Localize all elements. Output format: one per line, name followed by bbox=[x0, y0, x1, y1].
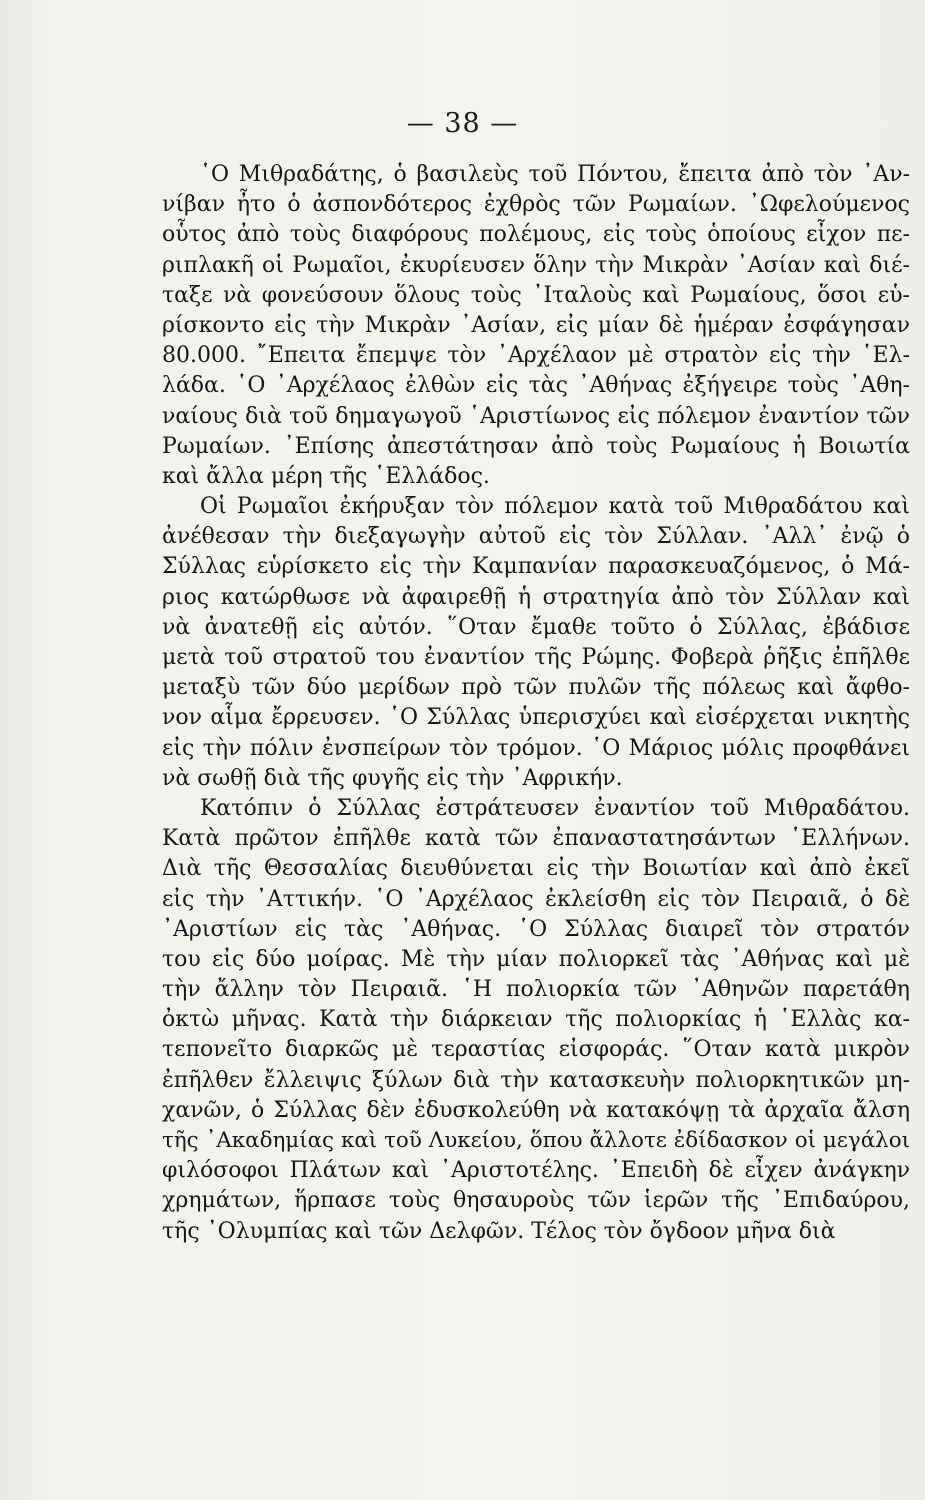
text-line: ἀνέθεσαν τὴν διεξαγωγὴν αὐτοῦ εἰς τὸν Σύλλαν. ᾿Αλλ᾿ ἐνῷ ὁ bbox=[162, 524, 910, 550]
text-line: τῆς ᾿Ολυμπίας καὶ τῶν Δελφῶν. Τέλος τὸν ὄγδοον μῆνα διὰ bbox=[162, 1218, 836, 1244]
page-number: — 38 — bbox=[406, 108, 519, 139]
text-line: ὀκτὼ μῆνας. Κατὰ τὴν διάρκειαν τῆς πολιορκίας ἡ ῾Ελλὰς κα- bbox=[162, 1007, 910, 1033]
text-line: Διὰ τῆς Θεσσαλίας διευθύνεται εἰς τὴν Βοιωτίαν καὶ ἀπὸ ἐκεῖ bbox=[162, 856, 910, 882]
text-line: λάδα. ῾Ο ᾿Αρχέλαος ἐλθὼν εἰς τὰς ᾿Αθήνας ἐξήγειρε τοὺς ᾿Αθη- bbox=[162, 373, 910, 399]
text-line: ᾿Αριστίων εἰς τὰς ᾿Αθήνας. ῾Ο Σύλλας διαιρεῖ τὸν στρατόν bbox=[162, 916, 910, 942]
text-line: ταξε νὰ φονεύσουν ὅλους τοὺς ᾿Ιταλοὺς καὶ Ρωμαίους, ὅσοι εὑ- bbox=[162, 282, 910, 308]
text-line: μεταξὺ τῶν δύο μερίδων πρὸ τῶν πυλῶν τῆς πόλεως καὶ ἄφθο- bbox=[162, 675, 910, 701]
text-line: τῆς ᾿Ακαδημίας καὶ τοῦ Λυκείου, ὅπου ἄλλοτε ἐδίδασκον οἱ μεγάλοι bbox=[162, 1128, 910, 1153]
text-line: 80.000. ῎Επειτα ἔπεμψε τὸν ᾿Αρχέλαον μὲ στρατὸν εἰς τὴν ῾Ελ- bbox=[162, 343, 910, 369]
text-line: Σύλλας εὑρίσκετο εἰς τὴν Καμπανίαν παρασκευαζόμενος, ὁ Μά- bbox=[162, 554, 910, 580]
text-line: εἰς τὴν πόλιν ἐνσπείρων τὸν τρόμον. ῾Ο Μάριος μόλις προφθάνει bbox=[162, 735, 910, 761]
text-line: Κατὰ πρῶτον ἐπῆλθε κατὰ τῶν ἐπαναστατησάντων ῾Ελλήνων. bbox=[162, 826, 910, 852]
text-line: νὰ σωθῇ διὰ τῆς φυγῆς εἰς τὴν ᾿Αφρικήν. bbox=[162, 765, 623, 791]
text-line: νίβαν ἦτο ὁ ἀσπονδότερος ἐχθρὸς τῶν Ρωμαίων. ᾿Ωφελούμενος bbox=[162, 192, 910, 218]
text-line: ριπλακῆ οἱ Ρωμαῖοι, ἐκυρίευσεν ὅλην τὴν Μικρὰν ᾿Ασίαν καὶ διέ- bbox=[162, 252, 910, 278]
text-line: μετὰ τοῦ στρατοῦ του ἐναντίον τῆς Ρώμης. Φοβερὰ ῥῆξις ἐπῆλθε bbox=[162, 645, 910, 670]
body-text bbox=[162, 160, 910, 1247]
text-line: Κατόπιν ὁ Σύλλας ἐστράτευσεν ἐναντίον τοῦ Μιθραδάτου. bbox=[200, 795, 910, 821]
text-line: καὶ ἄλλα μέρη τῆς ῾Ελλάδος. bbox=[162, 463, 490, 489]
text-line: εἰς τὴν ᾿Αττικήν. ῾Ο ᾿Αρχέλαος ἐκλείσθη εἰς τὸν Πειραιᾶ, ὁ δὲ bbox=[162, 886, 910, 912]
text-line: ἐπῆλθεν ἔλλειψις ξύλων διὰ τὴν κατασκευὴν πολιορκητικῶν μη- bbox=[162, 1067, 910, 1093]
paragraph bbox=[162, 160, 910, 492]
paragraph bbox=[162, 492, 910, 794]
text-line: τεπονεῖτο διαρκῶς μὲ τεραστίας εἰσφοράς. ῞Οταν κατὰ μικρὸν bbox=[162, 1037, 910, 1063]
text-line: ρίσκοντο εἰς τὴν Μικρὰν ᾿Ασίαν, εἰς μίαν δὲ ἡμέραν ἐσφάγησαν bbox=[162, 312, 910, 338]
text-line: χανῶν, ὁ Σύλλας δὲν ἐδυσκολεύθη νὰ κατακόψῃ τὰ ἀρχαῖα ἄλση bbox=[162, 1097, 910, 1123]
text-line: ναίους διὰ τοῦ δημαγωγοῦ ῾Αριστίωνος εἰς πόλεμον ἐναντίον τῶν bbox=[162, 403, 910, 429]
text-line: φιλόσοφοι Πλάτων καὶ ᾿Αριστοτέλης. ᾿Επειδὴ δὲ εἶχεν ἀνάγκην bbox=[162, 1158, 910, 1184]
text-line: ῾Ο Μιθραδάτης, ὁ βασιλεὺς τοῦ Πόντου, ἔπειτα ἀπὸ τὸν ᾿Αν- bbox=[200, 162, 910, 187]
text-line: χρημάτων, ἥρπασε τοὺς θησαυροὺς τῶν ἱερῶν τῆς ᾿Επιδαύρου, bbox=[162, 1188, 910, 1214]
paragraph bbox=[162, 794, 910, 1247]
text-line: οὗτος ἀπὸ τοὺς διαφόρους πολέμους, εἰς τοὺς ὁποίους εἶχον πε- bbox=[162, 222, 910, 248]
text-line: νὰ ἀνατεθῇ εἰς αὐτόν. ῞Οταν ἔμαθε τοῦτο ὁ Σύλλας, ἐβάδισε bbox=[162, 614, 910, 640]
text-line: νον αἷμα ἔρρευσεν. ῾Ο Σύλλας ὑπερισχύει καὶ εἰσέρχεται νικητὴς bbox=[162, 705, 910, 731]
text-line: Οἱ Ρωμαῖοι ἐκήρυξαν τὸν πόλεμον κατὰ τοῦ Μιθραδάτου καὶ bbox=[200, 494, 910, 520]
text-line: ριος κατώρθωσε νὰ ἀφαιρεθῇ ἡ στρατηγία ἀπὸ τὸν Σύλλαν καὶ bbox=[162, 584, 910, 610]
text-line: τὴν ἄλλην τὸν Πειραιᾶ. ῾Η πολιορκία τῶν ᾿Αθηνῶν παρετάθη bbox=[162, 977, 910, 1003]
text-line: του εἰς δύο μοίρας. Μὲ τὴν μίαν πολιορκεῖ τὰς ᾿Αθήνας καὶ μὲ bbox=[162, 946, 910, 972]
text-line: Ρωμαίων. ᾿Επίσης ἀπεστάτησαν ἀπὸ τοὺς Ρωμαίους ἡ Βοιωτία bbox=[162, 433, 910, 459]
